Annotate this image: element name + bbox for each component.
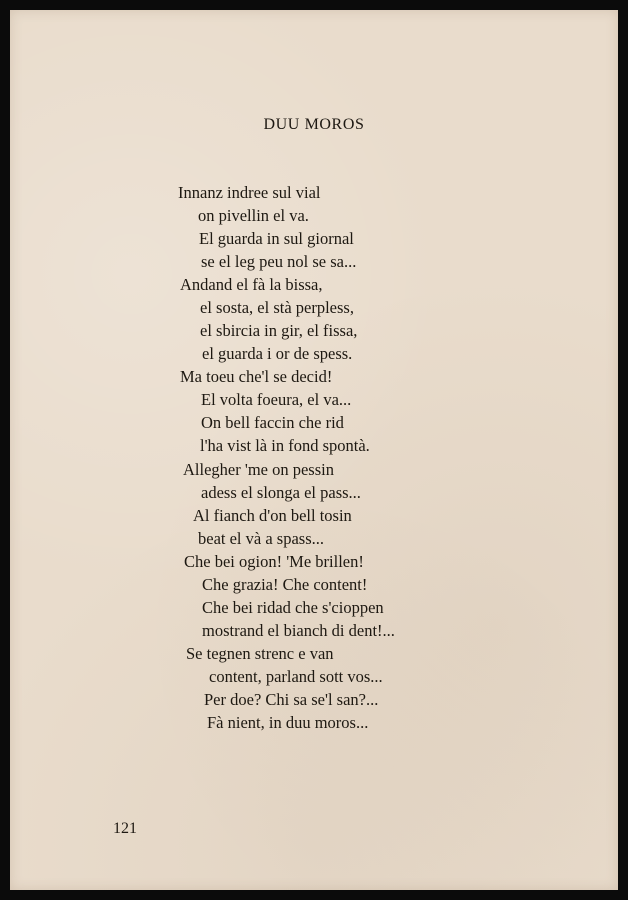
poem-line: On bell faccin che rid [201, 413, 344, 432]
poem-line: Allegher 'me on pessin [183, 460, 334, 479]
poem-line: Ma toeu che'l se decid! [180, 367, 333, 386]
poem-line: el sbircia in gir, el fissa, [200, 321, 358, 340]
poem-line: Al fianch d'on bell tosin [193, 506, 352, 525]
page-number: 121 [113, 820, 137, 837]
poem-line: adess el slonga el pass... [201, 483, 361, 502]
poem-line: Fà nient, in duu moros... [207, 713, 369, 732]
poem-line: Per doe? Chi sa se'l san?... [204, 690, 379, 709]
poem-title: DUU MOROS [263, 116, 365, 133]
poem-line: El guarda in sul giornal [199, 229, 354, 248]
poem-line: se el leg peu nol se sa... [201, 252, 357, 271]
poem-line: beat el và a spass... [198, 529, 324, 548]
poem-line: Andand el fà la bissa, [180, 275, 323, 294]
poem-line: Innanz indree sul vial [178, 183, 321, 202]
poem-line: mostrand el bianch di dent!... [202, 621, 395, 640]
poem-line: Che bei ogion! 'Me brillen! [184, 552, 364, 571]
poem-line: Che bei ridad che s'cioppen [202, 598, 384, 617]
book-page [10, 10, 618, 890]
poem-line: Se tegnen strenc e van [186, 644, 334, 663]
poem-line: El volta foeura, el va... [201, 390, 352, 409]
poem-line: content, parland sott vos... [209, 667, 383, 686]
poem-line: l'ha vist là in fond spontà. [200, 436, 370, 455]
poem-line: el sosta, el stà perpless, [200, 298, 354, 317]
poem-line: on pivellin el va. [198, 206, 309, 225]
poem-line: el guarda i or de spess. [202, 344, 353, 363]
poem-line: Che grazia! Che content! [202, 575, 368, 594]
